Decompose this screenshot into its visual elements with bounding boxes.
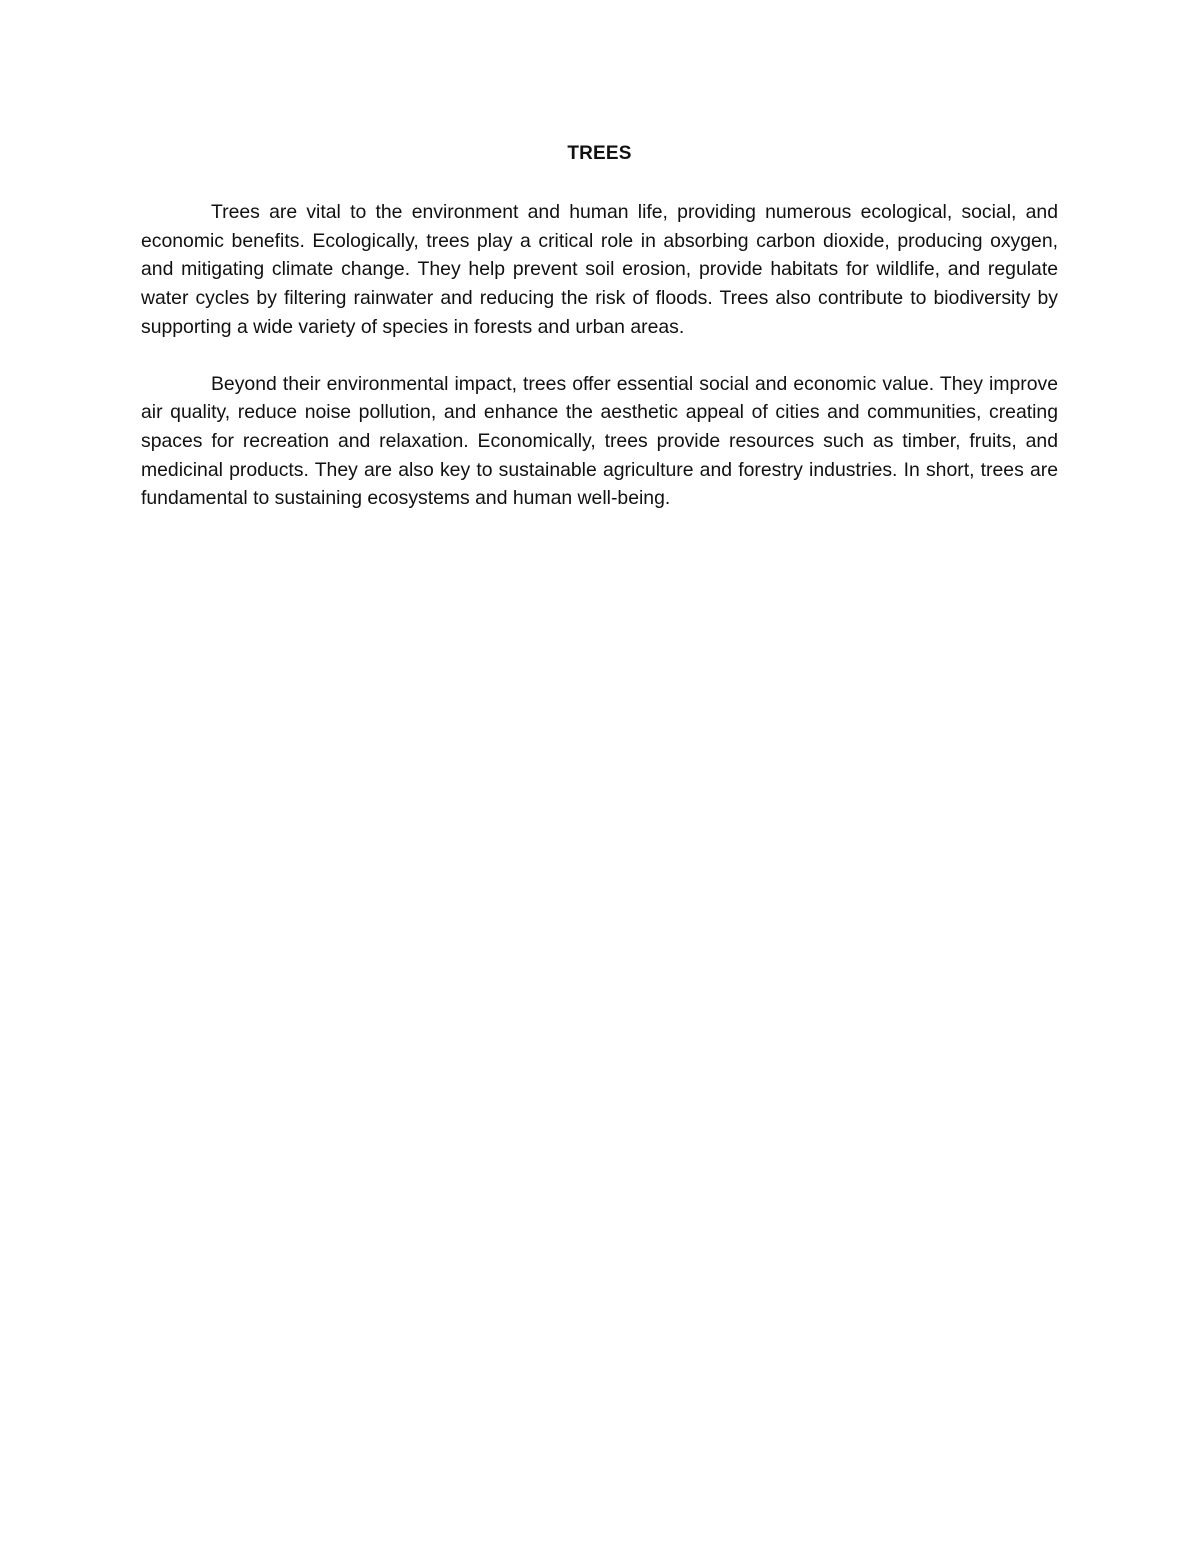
paragraph-ecological-benefits: Trees are vital to the environment and human life, providing numerous ecological, social, and economic benefits. Ecologically, trees play a critical role in absorbing carbon dioxide, producing oxygen, and mitigating climate change. They help prevent soil erosion, provide habitats for wildlife, and regulate water cycles by filtering rainwater and reducing the risk of floods. Trees also contribute to biodiversity by supporting a wide variety of species in forests and urban areas. [141,201,1058,338]
paragraph-social-economic-value: Beyond their environmental impact, trees offer essential social and economic value. They improve air quality, reduce noise pollution, and enhance the aesthetic appeal of cities and communities, creating spaces for recreation and relaxation. Economically, trees provide resources such as timber, fruits, and medicinal products. They are also key to sustainable agriculture and forestry industries. In short, trees are fundamental to sustaining ecosystems and human well-being. [141,372,1058,510]
document-title: TREES [567,143,632,164]
document-body [141,138,1058,513]
